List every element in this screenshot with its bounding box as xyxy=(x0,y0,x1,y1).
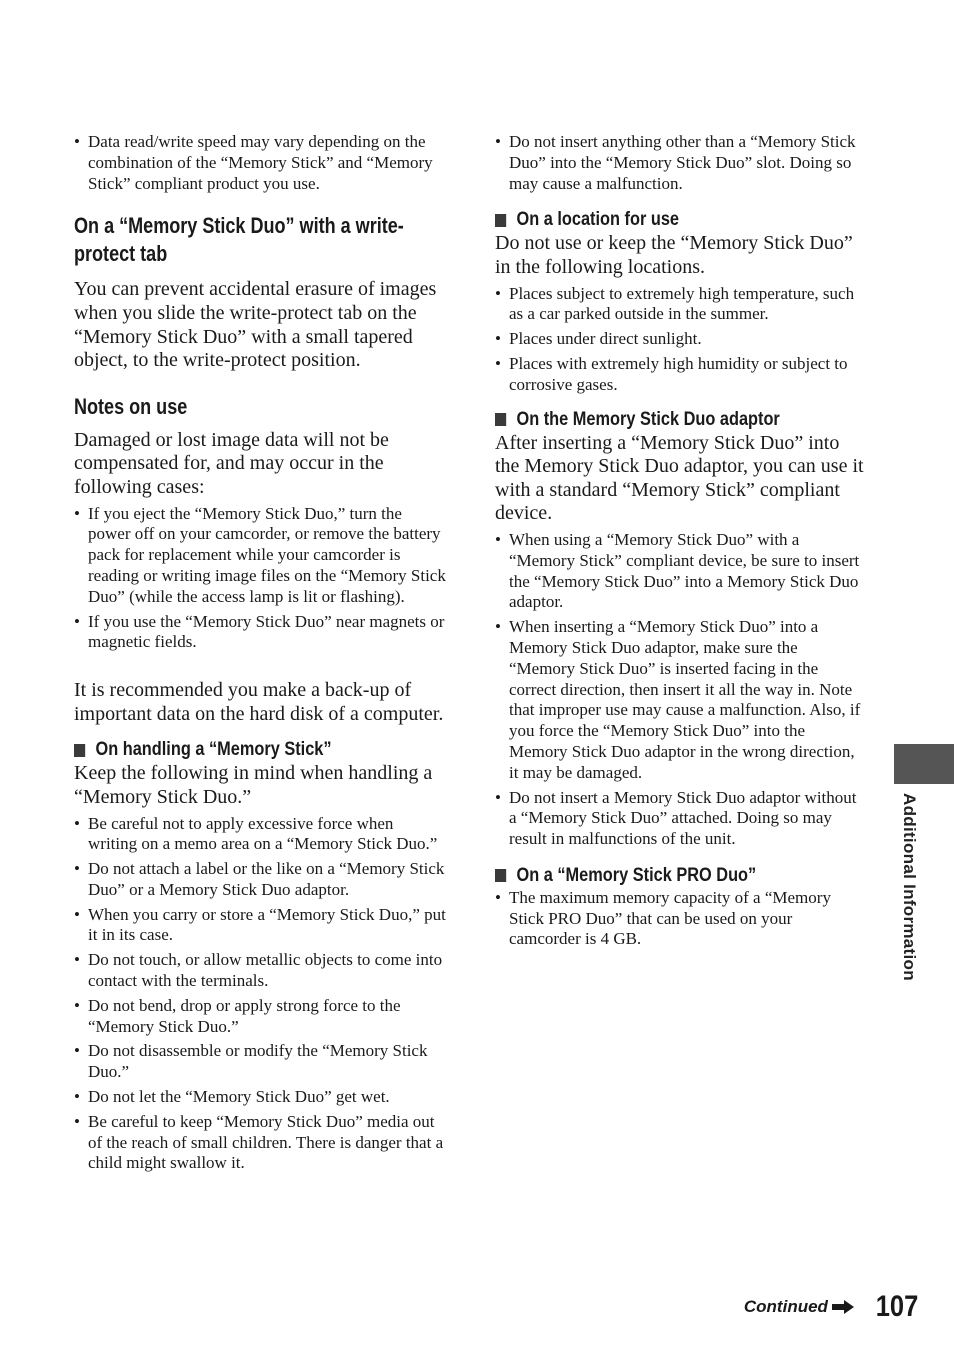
section-side-label: Additional Information xyxy=(900,793,919,981)
location-heading-text: On a location for use xyxy=(516,209,680,231)
list-item: • Do not touch, or allow metallic objects to come into contact with the terminals. xyxy=(74,950,446,992)
section-tab-marker xyxy=(894,744,954,784)
handling-body: Keep the following in mind when handling a “Memory Stick Duo.” xyxy=(74,762,433,808)
adaptor-list xyxy=(495,530,867,850)
list-item: • Do not disassemble or modify the “Memory Stick Duo.” xyxy=(74,1041,446,1083)
arrow-right-icon xyxy=(832,1300,854,1314)
continued-label: Continued xyxy=(743,1297,828,1316)
list-item: • Do not insert a Memory Stick Duo adaptor without a “Memory Stick Duo” attached. Doing so may result in malfunctions of the unit. xyxy=(495,788,867,850)
location-list xyxy=(495,284,867,396)
square-bullet-icon xyxy=(495,214,506,227)
backup-text: It is recommended you make a back-up of important data on the hard disk of a computer. xyxy=(74,679,444,725)
list-item: • If you use the “Memory Stick Duo” near magnets or magnetic fields. xyxy=(74,612,446,654)
pro-duo-list xyxy=(495,888,867,950)
square-bullet-icon xyxy=(495,869,506,882)
list-item: • Data read/write speed may vary depending on the combination of the “Memory Stick” and “Memory Stick” compliant product you use. xyxy=(74,132,446,194)
handling-list xyxy=(74,814,446,1175)
right-column xyxy=(495,132,867,954)
page-number: 107 xyxy=(875,1290,919,1323)
adaptor-heading xyxy=(495,408,866,432)
square-bullet-icon xyxy=(495,413,506,426)
list-item: • If you eject the “Memory Stick Duo,” turn the power off on your camcorder, or remove the battery pack for replacement while your camcorder is reading or writing image files on the “Memory Stick Duo” (while the access lamp is lit or flashing). xyxy=(74,504,446,608)
notes-heading: Notes on use xyxy=(74,393,188,419)
left-intro-list xyxy=(74,132,446,194)
location-body: Do not use or keep the “Memory Stick Duo” in the following locations. xyxy=(495,232,853,278)
list-item: • When inserting a “Memory Stick Duo” into a Memory Stick Duo adaptor, make sure the “Memory Stick Duo” is inserted facing in the correct direction, then insert it all the way in. Note that improper use may cause a malfunction. Also, if you force the “Memory Stick Duo” into the Memory Stick Duo adaptor in the wrong direction, it may be damaged. xyxy=(495,617,867,783)
list-item: • Be careful not to apply excessive force when writing on a memo area on a “Memory Stick Duo.” xyxy=(74,814,446,856)
list-item: • When using a “Memory Stick Duo” with a “Memory Stick” compliant device, be sure to insert the “Memory Stick Duo” into a Memory Stick Duo adaptor. xyxy=(495,530,867,613)
list-item: • Do not insert anything other than a “Memory Stick Duo” into the “Memory Stick Duo” slot. Doing so may cause a malfunction. xyxy=(495,132,867,194)
notes-body: Damaged or lost image data will not be compensated for, and may occur in the following cases: xyxy=(74,428,389,498)
adaptor-body: After inserting a “Memory Stick Duo” into the Memory Stick Duo adaptor, you can use it with a standard “Memory Stick” compliant device. xyxy=(495,431,864,525)
square-bullet-icon xyxy=(74,744,85,757)
location-heading xyxy=(495,208,866,232)
list-item: • Places with extremely high humidity or subject to corrosive gases. xyxy=(495,354,867,396)
write-protect-heading: On a “Memory Stick Duo” with a write-protect tab xyxy=(74,213,404,267)
list-item: • When you carry or store a “Memory Stick Duo,” put it in its case. xyxy=(74,905,446,947)
list-item: • Do not bend, drop or apply strong force to the “Memory Stick Duo.” xyxy=(74,996,446,1038)
list-item: • Do not attach a label or the like on a “Memory Stick Duo” or a Memory Stick Duo adaptor. xyxy=(74,859,446,901)
adaptor-heading-text: On the Memory Stick Duo adaptor xyxy=(516,408,780,430)
pro-duo-heading-text: On a “Memory Stick PRO Duo” xyxy=(516,864,757,886)
list-item: • Places under direct sunlight. xyxy=(495,329,867,350)
list-item: • Places subject to extremely high temperature, such as a car parked outside in the summer. xyxy=(495,284,867,326)
handling-heading xyxy=(74,738,445,762)
left-column xyxy=(74,132,446,1178)
notes-list xyxy=(74,504,446,654)
handling-heading-text: On handling a “Memory Stick” xyxy=(95,739,332,761)
list-item: • Do not let the “Memory Stick Duo” get wet. xyxy=(74,1087,446,1108)
write-protect-body: You can prevent accidental erasure of images when you slide the write-protect tab on the “Memory Stick Duo” with a small tapered object, to the write-protect position. xyxy=(74,278,437,372)
pro-duo-heading xyxy=(495,864,866,888)
page-footer xyxy=(744,1290,922,1324)
list-item: • Be careful to keep “Memory Stick Duo” media out of the reach of small children. There is danger that a child might swallow it. xyxy=(74,1112,446,1174)
right-intro-list xyxy=(495,132,867,194)
list-item: • The maximum memory capacity of a “Memory Stick PRO Duo” that can be used on your camcorder is 4 GB. xyxy=(495,888,867,950)
